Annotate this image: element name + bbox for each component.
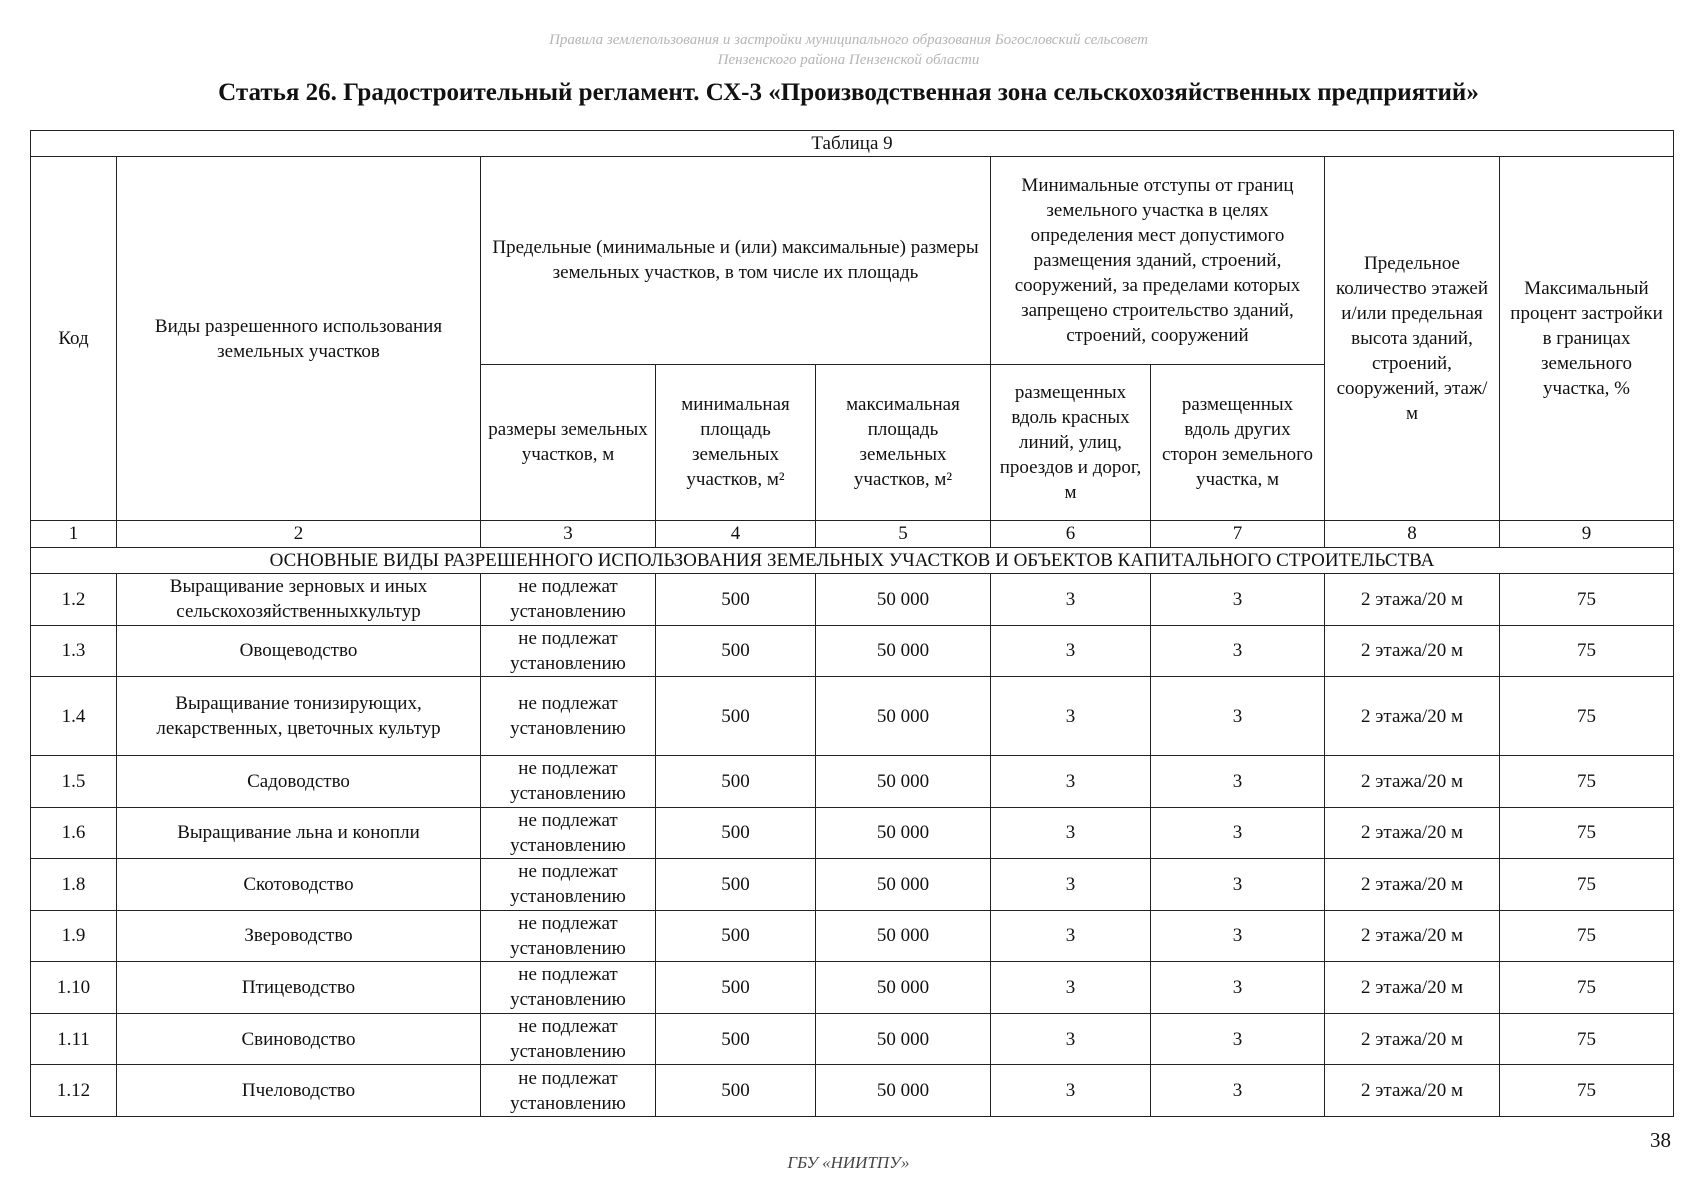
row-max-area: 50 000 [816, 910, 991, 962]
header-use-type: Виды разрешенного использования земельных участков [117, 157, 481, 521]
row-min-area: 500 [656, 625, 816, 677]
running-header-line1: Правила землепользования и застройки муниципального образования Богословский сельсовет [549, 32, 1148, 48]
row-max-area: 50 000 [816, 859, 991, 911]
row-coverage: 75 [1500, 573, 1674, 625]
row-floors: 2 этажа/20 м [1325, 677, 1500, 756]
row-setback-red: 3 [991, 755, 1151, 807]
column-number: 7 [1151, 521, 1325, 547]
row-size: не подлежат установлению [481, 573, 656, 625]
row-setback-red: 3 [991, 859, 1151, 911]
row-use-type: Пчеловодство [117, 1065, 481, 1117]
row-coverage: 75 [1500, 1065, 1674, 1117]
row-setback-other: 3 [1151, 859, 1325, 911]
row-coverage: 75 [1500, 755, 1674, 807]
row-floors: 2 этажа/20 м [1325, 755, 1500, 807]
header-setback-other: размещенных вдоль других сторон земельного участка, м [1151, 364, 1325, 521]
row-setback-other: 3 [1151, 677, 1325, 756]
row-setback-other: 3 [1151, 1013, 1325, 1065]
row-max-area: 50 000 [816, 573, 991, 625]
header-max-area: максимальная площадь земельных участков, м² [816, 364, 991, 521]
row-max-area: 50 000 [816, 677, 991, 756]
row-max-area: 50 000 [816, 1065, 991, 1117]
table-row [31, 625, 1674, 677]
table-row [31, 807, 1674, 859]
row-coverage: 75 [1500, 677, 1674, 756]
header-coverage: Максимальный процент застройки в границах земельного участка, % [1500, 157, 1674, 521]
row-coverage: 75 [1500, 910, 1674, 962]
regulation-table [30, 130, 1674, 1117]
row-coverage: 75 [1500, 807, 1674, 859]
row-code: 1.2 [31, 573, 117, 625]
column-number: 4 [656, 521, 816, 547]
row-setback-other: 3 [1151, 755, 1325, 807]
row-max-area: 50 000 [816, 755, 991, 807]
row-max-area: 50 000 [816, 1013, 991, 1065]
row-code: 1.6 [31, 807, 117, 859]
row-use-type: Садоводство [117, 755, 481, 807]
page-title: Статья 26. Градостроительный регламент. СХ-3 «Производственная зона сельскохозяйственных предприятий» [218, 79, 1479, 106]
row-size: не подлежат установлению [481, 910, 656, 962]
row-size: не подлежат установлению [481, 625, 656, 677]
table-row [31, 1065, 1674, 1117]
running-header-line2: Пензенского района Пензенской области [717, 52, 980, 68]
row-setback-red: 3 [991, 625, 1151, 677]
row-code: 1.3 [31, 625, 117, 677]
row-setback-other: 3 [1151, 625, 1325, 677]
header-min-area: минимальная площадь земельных участков, м² [656, 364, 816, 521]
row-code: 1.5 [31, 755, 117, 807]
page-number: 38 [1650, 1128, 1671, 1152]
row-use-type: Скотоводство [117, 859, 481, 911]
row-size: не подлежат установлению [481, 962, 656, 1014]
header-setback-red: размещенных вдоль красных линий, улиц, проездов и дорог, м [991, 364, 1151, 521]
header-size-m: размеры земельных участков, м [481, 364, 656, 521]
table-row [31, 573, 1674, 625]
table-row [31, 1013, 1674, 1065]
row-coverage: 75 [1500, 859, 1674, 911]
row-setback-other: 3 [1151, 910, 1325, 962]
header-code: Код [31, 157, 117, 521]
row-min-area: 500 [656, 755, 816, 807]
row-use-type: Звероводство [117, 910, 481, 962]
table-row [31, 910, 1674, 962]
column-number: 9 [1500, 521, 1674, 547]
row-floors: 2 этажа/20 м [1325, 1013, 1500, 1065]
row-floors: 2 этажа/20 м [1325, 859, 1500, 911]
row-use-type: Свиноводство [117, 1013, 481, 1065]
row-setback-red: 3 [991, 910, 1151, 962]
running-header [0, 30, 1697, 70]
column-number: 5 [816, 521, 991, 547]
row-size: не подлежат установлению [481, 677, 656, 756]
column-number: 6 [991, 521, 1151, 547]
row-use-type: Выращивание льна и конопли [117, 807, 481, 859]
row-coverage: 75 [1500, 625, 1674, 677]
header-size-group: Предельные (минимальные и (или) максимальные) размеры земельных участков, в том числе их площадь [481, 157, 991, 364]
table-body [31, 573, 1674, 1116]
table-row [31, 859, 1674, 911]
row-floors: 2 этажа/20 м [1325, 625, 1500, 677]
row-min-area: 500 [656, 807, 816, 859]
row-setback-other: 3 [1151, 807, 1325, 859]
row-use-type: Выращивание тонизирующих, лекарственных, цветочных культур [117, 677, 481, 756]
row-max-area: 50 000 [816, 962, 991, 1014]
row-min-area: 500 [656, 1065, 816, 1117]
row-size: не подлежат установлению [481, 807, 656, 859]
row-size: не подлежат установлению [481, 755, 656, 807]
row-setback-red: 3 [991, 573, 1151, 625]
row-min-area: 500 [656, 1013, 816, 1065]
row-code: 1.12 [31, 1065, 117, 1117]
row-floors: 2 этажа/20 м [1325, 1065, 1500, 1117]
row-code: 1.10 [31, 962, 117, 1014]
footer: ГБУ «НИИТПУ» [787, 1153, 910, 1172]
row-coverage: 75 [1500, 1013, 1674, 1065]
row-size: не подлежат установлению [481, 859, 656, 911]
table-row [31, 677, 1674, 756]
header-setback-group: Минимальные отступы от границ земельного участка в целях определения мест допустимого размещения зданий, строений, сооружений, за пределами которых запрещено строительство зданий, строений, сооружений [991, 157, 1325, 364]
row-coverage: 75 [1500, 962, 1674, 1014]
row-code: 1.8 [31, 859, 117, 911]
row-size: не подлежат установлению [481, 1065, 656, 1117]
row-max-area: 50 000 [816, 625, 991, 677]
row-setback-red: 3 [991, 1065, 1151, 1117]
table-caption: Таблица 9 [31, 131, 1674, 157]
row-min-area: 500 [656, 859, 816, 911]
row-setback-red: 3 [991, 1013, 1151, 1065]
row-use-type: Овощеводство [117, 625, 481, 677]
column-number: 2 [117, 521, 481, 547]
row-setback-other: 3 [1151, 1065, 1325, 1117]
row-setback-other: 3 [1151, 962, 1325, 1014]
row-code: 1.9 [31, 910, 117, 962]
row-code: 1.4 [31, 677, 117, 756]
column-number: 3 [481, 521, 656, 547]
row-setback-red: 3 [991, 807, 1151, 859]
column-number: 8 [1325, 521, 1500, 547]
row-use-type: Выращивание зерновых и иных сельскохозяйственныхкультур [117, 573, 481, 625]
row-floors: 2 этажа/20 м [1325, 807, 1500, 859]
row-min-area: 500 [656, 962, 816, 1014]
row-min-area: 500 [656, 677, 816, 756]
row-min-area: 500 [656, 910, 816, 962]
row-floors: 2 этажа/20 м [1325, 573, 1500, 625]
row-setback-other: 3 [1151, 573, 1325, 625]
row-use-type: Птицеводство [117, 962, 481, 1014]
row-min-area: 500 [656, 573, 816, 625]
table-head [31, 131, 1674, 574]
section-heading: ОСНОВНЫЕ ВИДЫ РАЗРЕШЕННОГО ИСПОЛЬЗОВАНИЯ ЗЕМЕЛЬНЫХ УЧАСТКОВ И ОБЪЕКТОВ КАПИТАЛЬНОГО СТРОИТЕЛЬСТВА [31, 547, 1674, 573]
row-floors: 2 этажа/20 м [1325, 910, 1500, 962]
header-floors: Предельное количество этажей и/или предельная высота зданий, строений, сооружений, этаж/м [1325, 157, 1500, 521]
table-row [31, 755, 1674, 807]
row-size: не подлежат установлению [481, 1013, 656, 1065]
column-number: 1 [31, 521, 117, 547]
row-code: 1.11 [31, 1013, 117, 1065]
row-max-area: 50 000 [816, 807, 991, 859]
row-setback-red: 3 [991, 677, 1151, 756]
table-row [31, 962, 1674, 1014]
row-floors: 2 этажа/20 м [1325, 962, 1500, 1014]
row-setback-red: 3 [991, 962, 1151, 1014]
